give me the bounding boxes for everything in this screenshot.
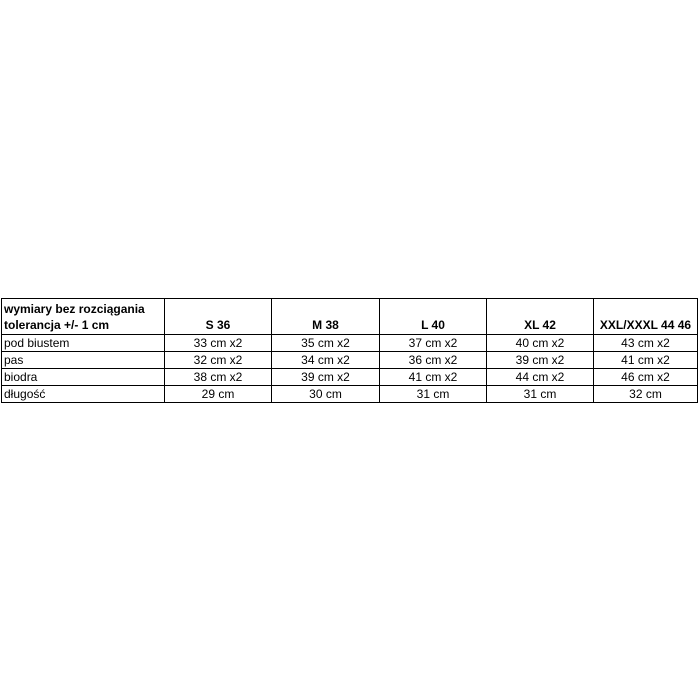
table-cell: 31 cm: [380, 386, 487, 403]
table-cell: 44 cm x2: [487, 369, 594, 386]
table-row: [2, 335, 698, 352]
table-cell: 37 cm x2: [380, 335, 487, 352]
table-cell: 32 cm x2: [165, 352, 272, 369]
size-header-m: M 38: [272, 299, 380, 335]
table-row: [2, 369, 698, 386]
table-cell: 39 cm x2: [272, 369, 380, 386]
row-label: pas: [2, 352, 165, 369]
table-cell: 30 cm: [272, 386, 380, 403]
table-row: [2, 386, 698, 403]
row-label: biodra: [2, 369, 165, 386]
header-label-line2: tolerancja +/- 1 cm: [4, 318, 110, 332]
table-cell: 38 cm x2: [165, 369, 272, 386]
table-cell: 29 cm: [165, 386, 272, 403]
header-label-line1: wymiary bez rozciągania: [4, 302, 145, 316]
table-cell: 31 cm: [487, 386, 594, 403]
table-cell: 32 cm: [594, 386, 698, 403]
row-label: pod biustem: [2, 335, 165, 352]
table-cell: 36 cm x2: [380, 352, 487, 369]
size-header-xxl: XXL/XXXL 44 46: [594, 299, 698, 335]
size-header-s: S 36: [165, 299, 272, 335]
table-cell: 41 cm x2: [380, 369, 487, 386]
table-cell: 35 cm x2: [272, 335, 380, 352]
table-cell: 34 cm x2: [272, 352, 380, 369]
table-header-row: [2, 299, 698, 335]
table-row: [2, 352, 698, 369]
row-label: długość: [2, 386, 165, 403]
table-cell: 46 cm x2: [594, 369, 698, 386]
table-cell: 33 cm x2: [165, 335, 272, 352]
size-header-xl: XL 42: [487, 299, 594, 335]
size-table: [1, 298, 698, 403]
table-cell: 40 cm x2: [487, 335, 594, 352]
table-cell: 39 cm x2: [487, 352, 594, 369]
table-cell: 43 cm x2: [594, 335, 698, 352]
size-header-l: L 40: [380, 299, 487, 335]
table-cell: 41 cm x2: [594, 352, 698, 369]
header-label-cell: [2, 299, 165, 335]
